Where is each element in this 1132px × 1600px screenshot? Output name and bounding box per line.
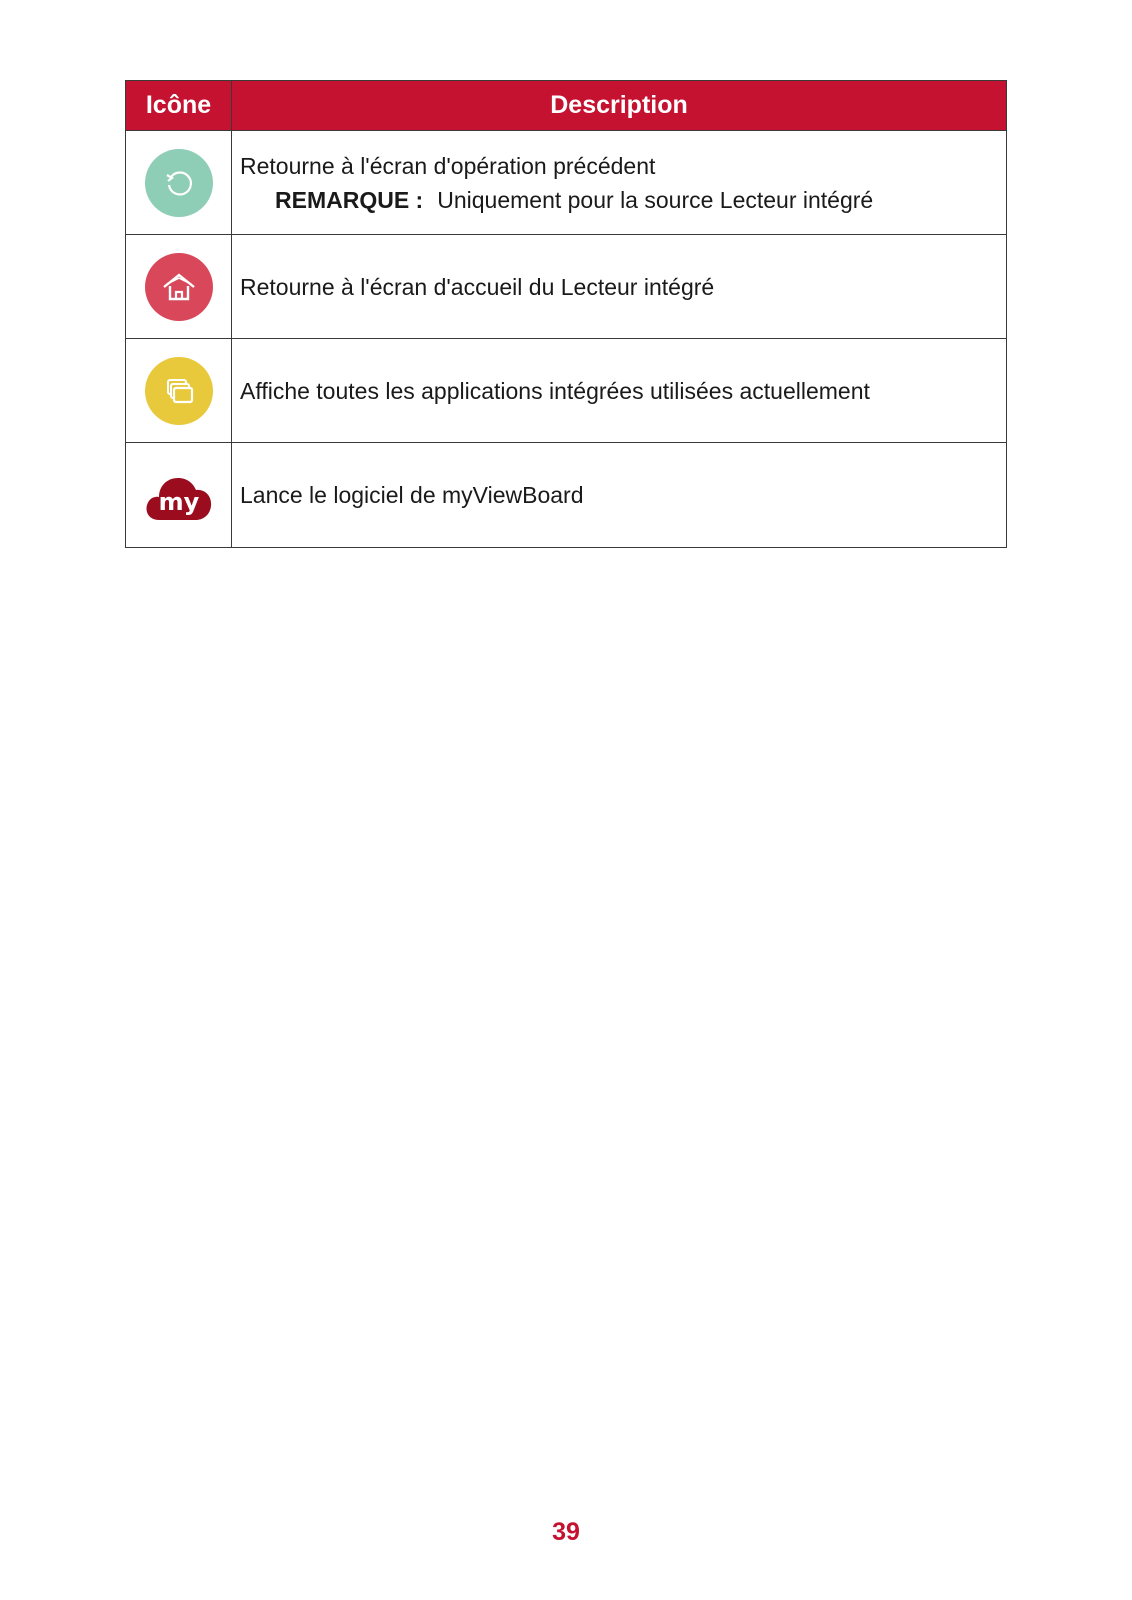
description-cell (232, 339, 1007, 443)
row-description: Retourne à l'écran d'accueil du Lecteur intégré (240, 273, 715, 300)
note-text: Uniquement pour la source Lecteur intégré (437, 186, 874, 213)
icon-cell (126, 235, 232, 339)
table-row (126, 235, 1007, 339)
row-description: Lance le logiciel de myViewBoard (240, 482, 584, 508)
icon-cell (126, 131, 232, 235)
icon-cell (126, 443, 232, 548)
header-description: Description (232, 81, 1007, 131)
page-number: 39 (552, 1518, 580, 1546)
myviewboard-icon (145, 466, 213, 524)
table-header-row (126, 81, 1007, 131)
back-icon (145, 149, 213, 217)
applications-icon (145, 357, 213, 425)
icon-description-table (125, 80, 1007, 548)
table-row (126, 131, 1007, 235)
note (240, 183, 1006, 217)
home-icon (145, 253, 213, 321)
description-cell (232, 235, 1007, 339)
description-cell (232, 443, 1007, 548)
table-row (126, 443, 1007, 548)
row-description: Retourne à l'écran d'opération précédent (240, 152, 656, 179)
svg-text:my: my (158, 488, 199, 516)
note-label: REMARQUE : (275, 186, 424, 213)
description-cell (232, 131, 1007, 235)
header-icon: Icône (126, 81, 232, 131)
table-row (126, 339, 1007, 443)
icon-cell (126, 339, 232, 443)
row-description: Affiche toutes les applications intégrées utilisées actuellement (240, 377, 870, 404)
